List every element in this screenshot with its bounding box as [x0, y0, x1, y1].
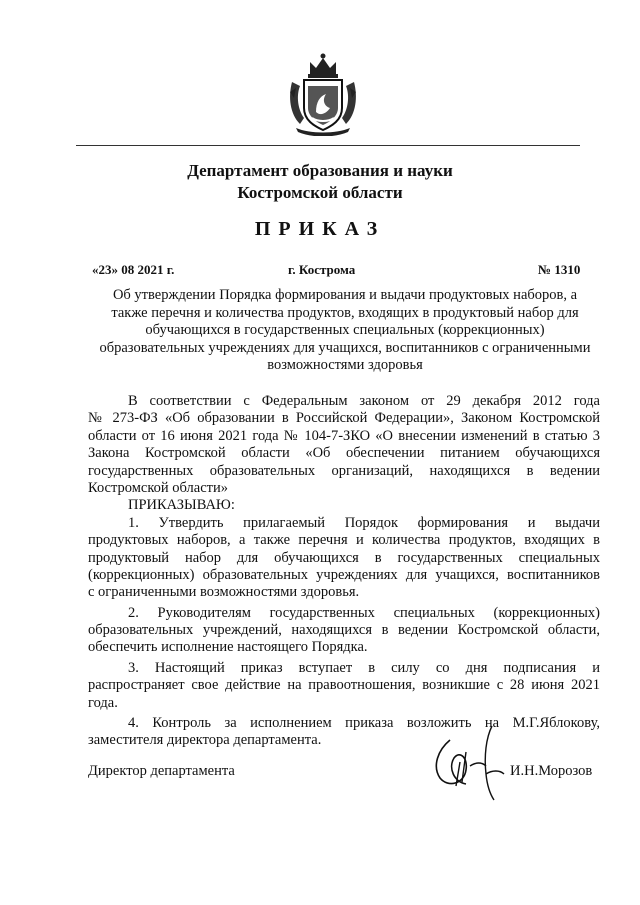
- item-line: образовательных учреждений, находящихся в ведении Костромской области,: [88, 622, 600, 639]
- order-number: № 1310: [538, 262, 581, 277]
- subject-line: Об утверждении Порядка формирования и выдачи продуктовых наборов, а: [112, 287, 578, 303]
- item-line: 2. Руководителям государственных специальных (коррекционных): [128, 604, 600, 621]
- order-body: [88, 393, 600, 750]
- signatory-name: И.Н.Морозов: [510, 763, 593, 779]
- order-date: «23» 08 2021 г.: [92, 262, 175, 277]
- order-item-3: [88, 660, 600, 712]
- preamble-line: № 273-ФЗ «Об образовании в Российской Федерации», Законом Костромской: [88, 410, 600, 427]
- subject-line: также перечня и количества продуктов, входящих в продуктовый набор для: [111, 304, 579, 321]
- preamble-paragraph: [88, 393, 600, 497]
- subject-line: обучающихся в государственных специальных (коррекционных): [145, 322, 545, 338]
- item-line: обеспечить исполнение настоящего Порядка.: [88, 639, 368, 656]
- subject-line: возможностями здоровья: [267, 357, 423, 373]
- preamble-line: Костромской области»: [88, 479, 229, 496]
- preamble-line: В соответствии с Федеральным законом от 29 декабря 2012 года: [128, 393, 600, 409]
- item-line: заместителя директора департамента.: [88, 732, 322, 749]
- preamble-line: Закона Костромской области «Об обеспечении питанием обучающихся: [88, 445, 600, 462]
- item-line: с ограниченными возможностями здоровья.: [88, 584, 360, 601]
- order-item-2: [88, 605, 600, 657]
- order-subject: [88, 287, 602, 375]
- item-line: 4. Контроль за исполнением приказа возложить на М.Г.Яблокову,: [128, 715, 600, 732]
- order-city: г. Кострома: [288, 262, 356, 277]
- preamble-line: области от 16 июня 2021 года № 104-7-ЗКО «О внесении изменений в статью 3: [88, 427, 600, 444]
- document-title: ПРИКАЗ: [254, 218, 386, 240]
- item-line: 3. Настоящий приказ вступает в силу со дня подписания и: [128, 659, 600, 676]
- order-item-1: [88, 515, 600, 602]
- coat-of-arms-icon: [286, 52, 360, 136]
- department-line-1: Департамент образования и науки: [187, 161, 453, 180]
- item-line: продуктовых наборов, а также перечня и количества продуктов, входящих в: [88, 532, 600, 549]
- item-line: распространяет свое действие на правоотношения, возникшие с 28 июня 2021: [88, 677, 600, 694]
- signatory-position: Директор департамента: [88, 763, 235, 779]
- subject-line: образовательных учреждениях для учащихся, воспитанников с ограниченными: [99, 339, 591, 356]
- header-rule: [76, 145, 580, 146]
- order-word: ПРИКАЗЫВАЮ:: [128, 497, 235, 514]
- order-item-4: [88, 715, 600, 750]
- item-line: года.: [88, 694, 118, 711]
- preamble-line: государственных образовательных организаций, находящихся в ведении: [88, 462, 600, 479]
- item-line: (коррекционных) образовательных учреждениях для учащихся, воспитанников: [88, 566, 600, 583]
- handwritten-signature: [420, 722, 520, 802]
- department-line-2: Костромской области: [237, 183, 403, 202]
- department-heading: [0, 160, 640, 204]
- item-line: 1. Утвердить прилагаемый Порядок формирования и выдачи: [128, 514, 600, 531]
- item-line: продуктовый набор для обучающихся в государственных специальных: [88, 549, 600, 566]
